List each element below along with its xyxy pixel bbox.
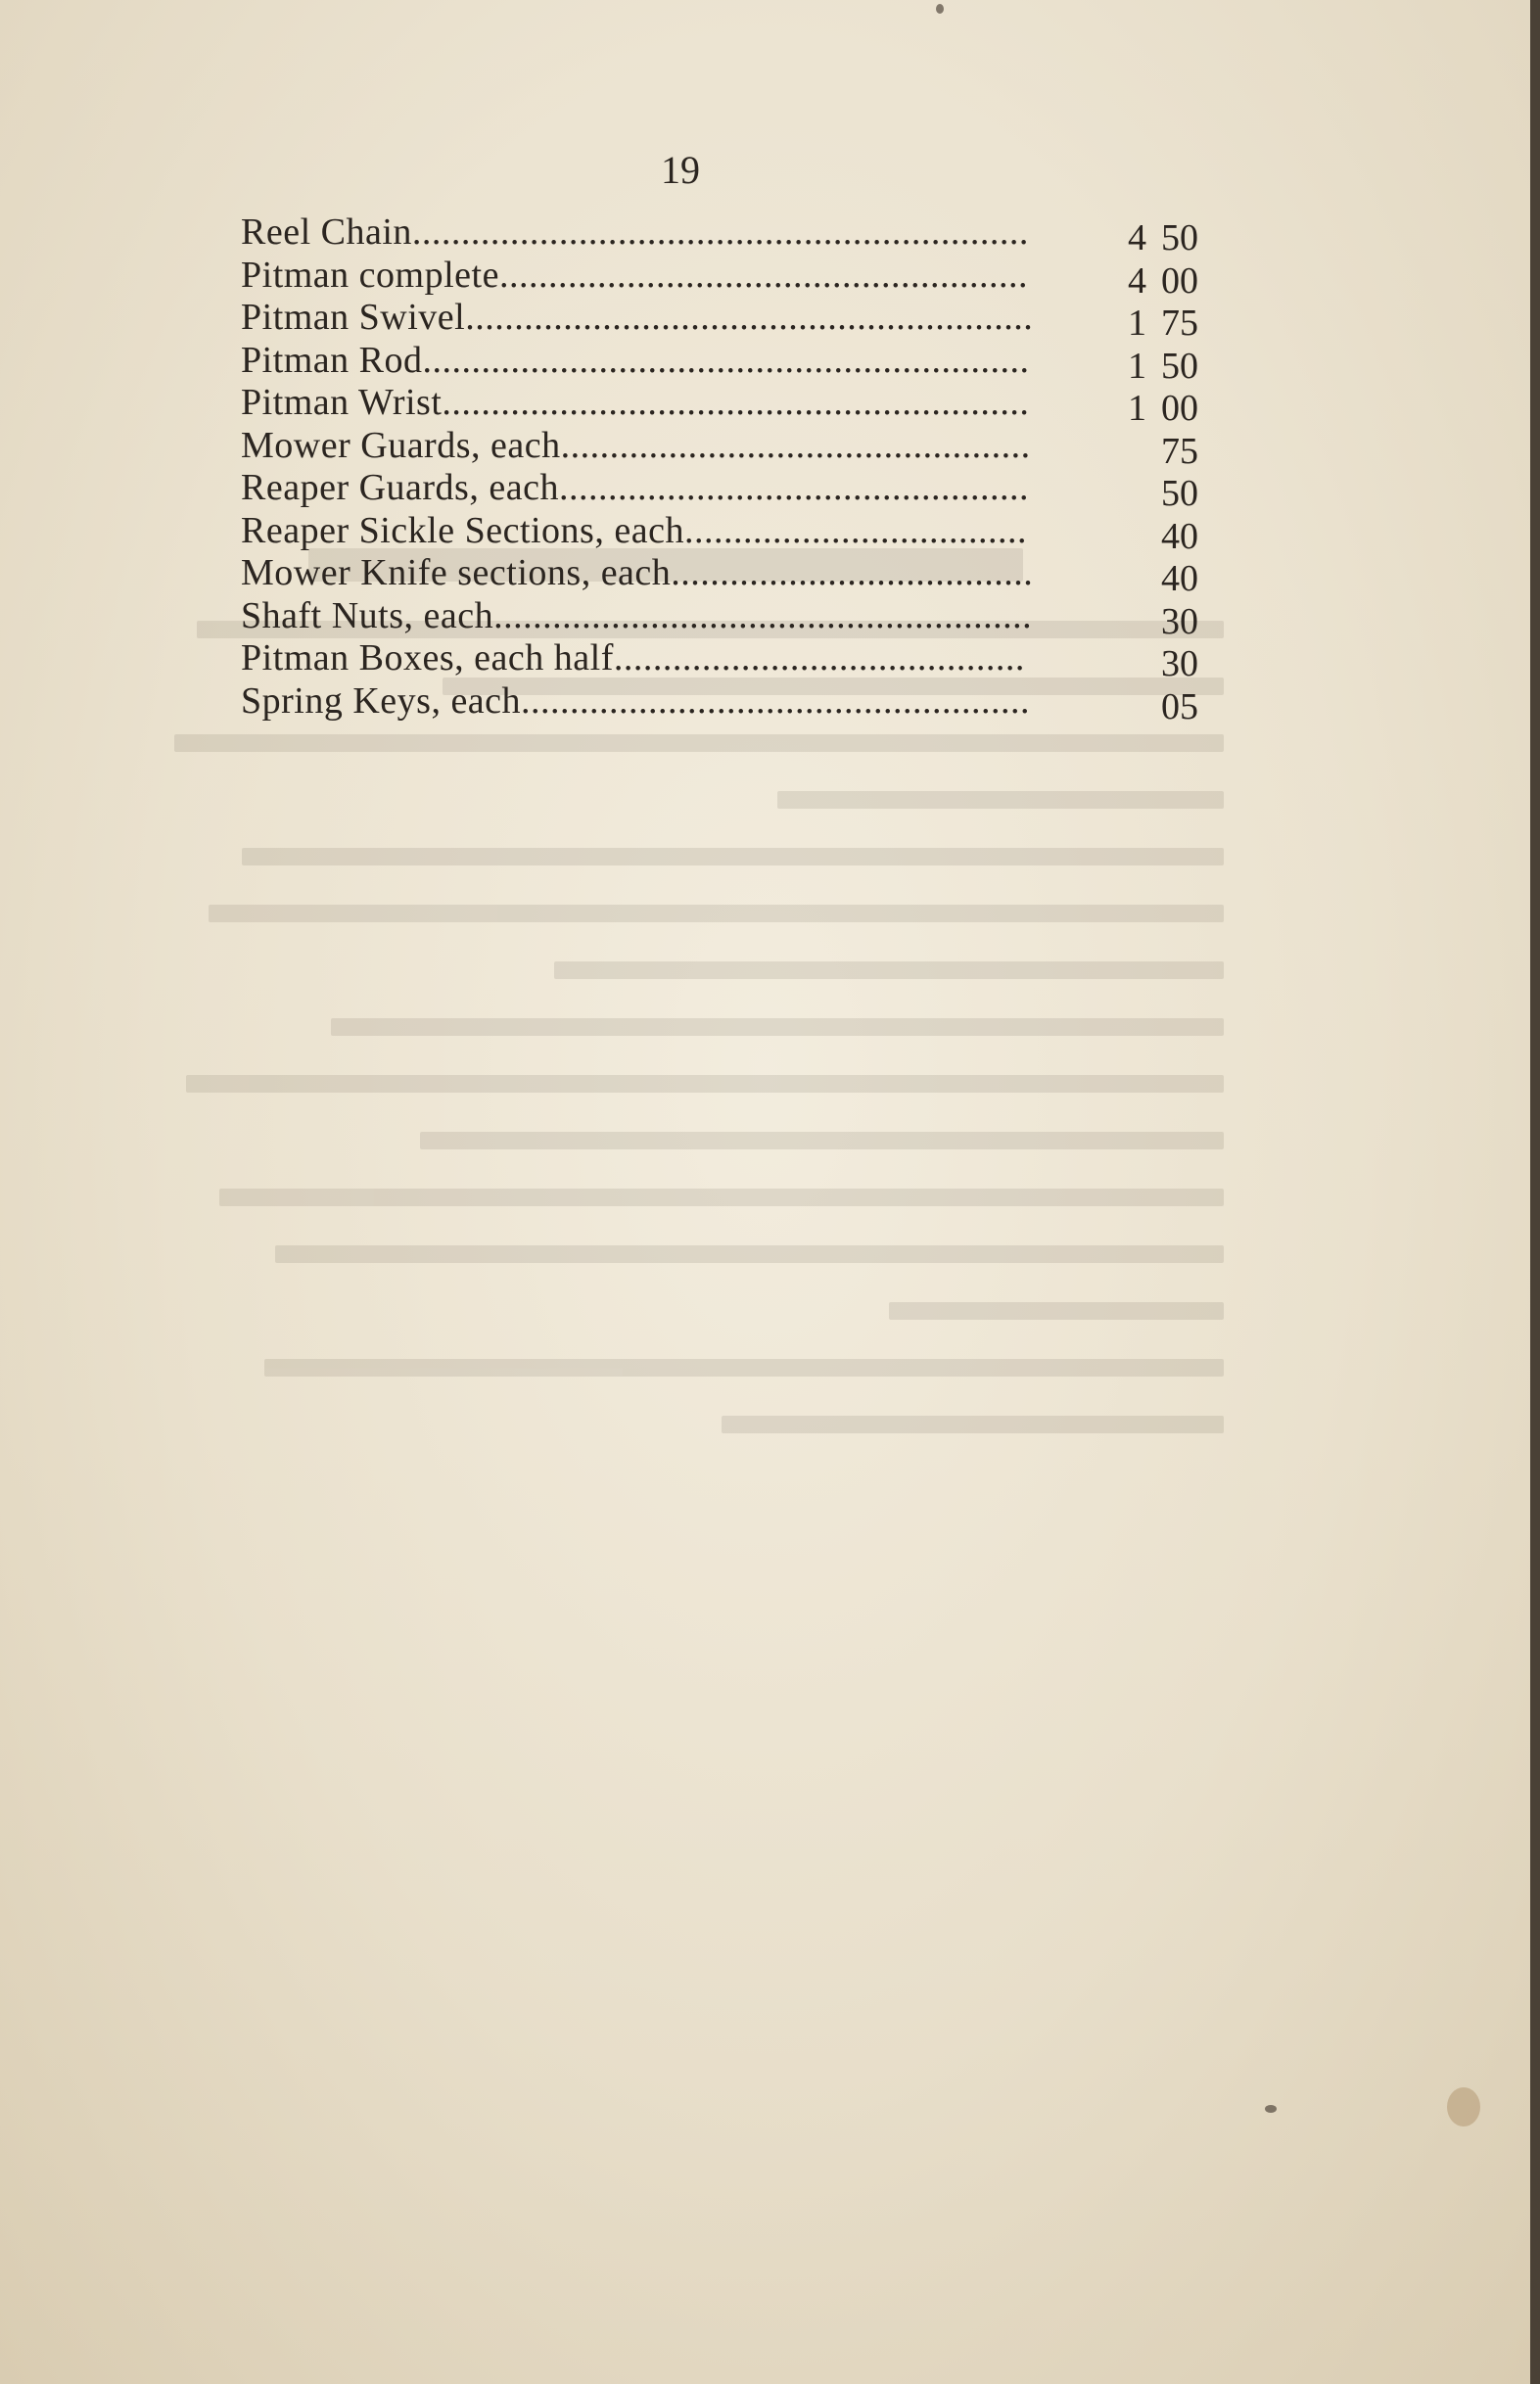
page-number: 19 (661, 148, 700, 192)
price-list-row (241, 509, 1220, 557)
item-label: Shaft Nuts, each....................................................... (241, 594, 1033, 636)
item-price-cents: 75 (1161, 430, 1198, 472)
item-price-dollars: 1 (1128, 388, 1146, 429)
item-price-dollars: 1 (1128, 303, 1146, 344)
foxing-spot (1447, 2087, 1480, 2127)
price-list-row (241, 594, 1220, 642)
item-label: Mower Knife sections, each..................................... (241, 552, 1034, 593)
item-price-dollars: 4 (1128, 259, 1146, 302)
price-list-row (241, 637, 1220, 684)
price-list-row (241, 297, 1220, 344)
item-label: Pitman Rod.............................................................. (241, 339, 1030, 381)
item-price-cents: 00 (1161, 388, 1198, 429)
item-price-dollars: 1 (1128, 345, 1146, 387)
item-price-cents: 30 (1161, 643, 1198, 684)
price-list-row (241, 467, 1220, 514)
price-list-row (241, 211, 1220, 258)
price-list-row (241, 552, 1220, 599)
item-label: Reel Chain............................................................... (241, 211, 1029, 253)
price-list-row (241, 424, 1220, 472)
item-label: Mower Guards, each................................................ (241, 424, 1031, 466)
price-list-row (241, 254, 1220, 302)
bleed-through-text (108, 548, 1224, 2213)
price-list (241, 211, 1220, 727)
price-list-row (241, 679, 1220, 727)
item-price-cents: 40 (1161, 515, 1198, 557)
item-price-cents: 50 (1161, 345, 1198, 387)
item-price-dollars: 4 (1128, 217, 1146, 258)
item-label: Pitman Swivel.......................................................... (241, 297, 1034, 338)
item-label: Pitman Wrist............................................................ (241, 382, 1030, 423)
price-list-row (241, 382, 1220, 429)
item-price-cents: 00 (1161, 259, 1198, 302)
item-price-cents: 05 (1161, 685, 1198, 727)
item-label: Reaper Guards, each................................................ (241, 467, 1029, 508)
item-price-cents: 50 (1161, 217, 1198, 258)
item-price-cents: 30 (1161, 600, 1198, 642)
item-label: Pitman complete...................................................... (241, 254, 1028, 296)
item-label: Spring Keys, each.................................................... (241, 679, 1031, 722)
item-label: Pitman Boxes, each half.......................................... (241, 637, 1025, 678)
item-label: Reaper Sickle Sections, each................................... (241, 509, 1027, 551)
foxing-spot (936, 4, 944, 14)
item-price-cents: 75 (1161, 303, 1198, 344)
price-list-row (241, 339, 1220, 387)
item-price-cents: 50 (1161, 473, 1198, 514)
foxing-spot (1265, 2105, 1277, 2113)
item-price-cents: 40 (1161, 558, 1198, 599)
